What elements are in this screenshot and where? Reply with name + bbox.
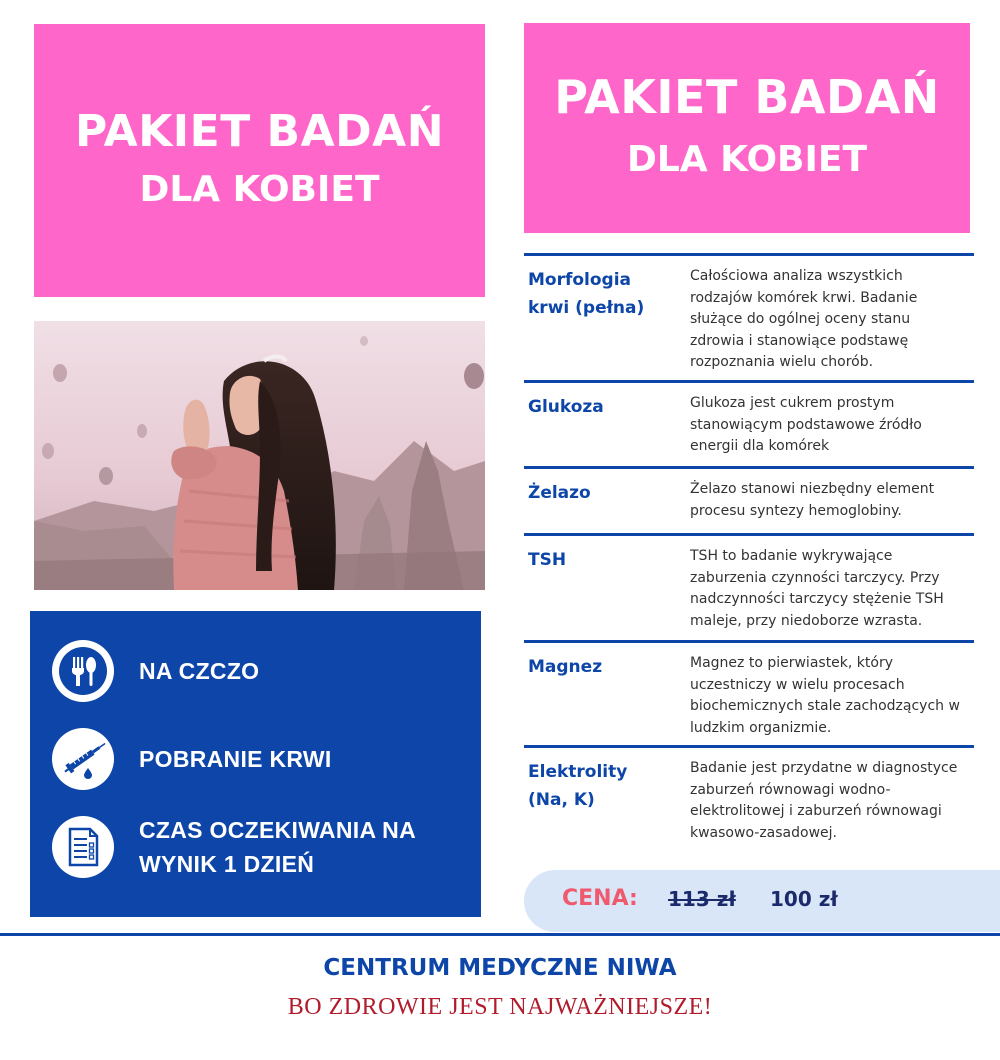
clinic-slogan: BO ZDROWIE JEST NAJWAŻNIEJSZE! [287,994,713,1020]
test-name [528,758,678,814]
test-desc-line: rodzajów komórek krwi. Badanie [690,289,918,306]
left-header-title: PAKIET BADAŃ [74,105,445,157]
price-label: CENA: [562,886,638,911]
price-bar [524,870,1000,932]
test-row-tsh [524,533,974,640]
test-description [690,393,974,458]
test-name-line1: Magnez [528,657,603,677]
info-item-waiting-time-label [139,813,416,881]
test-name-line2: krwi (pełna) [528,298,645,318]
test-description [690,479,974,522]
test-desc-line: Badanie jest przydatne w diagnostyce [690,760,958,776]
left-header-subtitle: DLA KOBIET [139,168,380,210]
test-name-line2: (Na, K) [528,790,595,810]
test-name-line1: TSH [528,550,567,570]
test-desc-line: biochemicznych stale zachodzących w [690,698,960,714]
test-name [528,393,678,421]
test-desc-line: TSH to badanie wykrywające [690,548,893,564]
left-header-banner [34,24,485,297]
test-desc-line: Żelazo stanowi niezbędny element [690,481,935,497]
test-name [528,266,678,322]
test-name [528,546,678,574]
test-description [690,546,974,632]
info-item-blood-draw [30,728,481,790]
woman-photo [34,321,485,590]
test-desc-line: ludzkim organizmie. [690,719,832,736]
test-name [528,479,678,507]
document-icon [52,816,114,878]
test-desc-line: maleje, przy niedoborze wzrasta. [690,612,923,629]
test-description [690,266,974,374]
test-description [690,653,974,739]
test-desc-line: stanowiącym podstawowe źródło [690,416,922,433]
test-name-line1: Glukoza [528,397,604,417]
test-row-glukoza [524,380,974,466]
test-desc-line: rozpoznania wielu chorób. [690,354,874,370]
test-name-line1: Żelazo [528,483,591,503]
right-header-title: PAKIET BADAŃ [554,70,940,125]
old-price: 113 zł [668,887,736,911]
tests-table [524,253,974,855]
test-row-elektrolity [524,745,974,855]
info-item-waiting-time-line1: CZAS OCZEKIWANIA NA [139,817,417,843]
test-desc-line: uczestniczy w wielu procesach [690,676,905,693]
test-desc-line: Magnez to pierwiastek, który [690,655,894,671]
test-desc-line: zdrowia i stanowiące podstawę [690,332,909,349]
info-item-fasting [30,640,481,702]
footer-divider [0,933,1000,936]
test-name-line1: Elektrolity [528,762,628,782]
clinic-name: CENTRUM MEDYCZNE NIWA [323,955,677,981]
syringe-icon [52,728,114,790]
info-item-waiting-time [30,816,481,878]
test-description [690,758,974,844]
new-price: 100 zł [770,887,838,911]
test-desc-line: procesu syntezy hemoglobiny. [690,502,902,519]
test-desc-line: służące do ogólnej oceny stanu [690,311,911,327]
test-desc-line: Całościowa analiza wszystkich [690,268,903,284]
info-item-waiting-time-line2: WYNIK 1 DZIEŃ [139,851,315,877]
test-desc-line: Glukoza jest cukrem prostym [690,395,895,411]
test-desc-line: energii dla komórek [690,438,830,454]
test-desc-line: kwasowo-zasadowej. [690,824,837,841]
test-desc-line: nadczynności tarczycy stężenie TSH [690,591,944,607]
info-panel [30,611,481,917]
test-row-zelazo [524,466,974,533]
test-row-magnez [524,640,974,745]
right-header-subtitle: DLA KOBIET [626,139,868,181]
info-item-blood-draw-label: POBRANIE KRWI [139,746,332,772]
info-item-fasting-label: NA CZCZO [139,658,260,684]
right-header-banner [524,23,970,233]
test-name-line1: Morfologia [528,270,632,290]
test-name [528,653,678,681]
test-desc-line: elektrolitowej i zaburzeń równowagi [690,803,942,819]
cutlery-icon [52,640,114,702]
test-desc-line: zaburzenia czynności tarczycy. Przy [690,569,940,586]
test-row-morfologia [524,253,974,380]
test-desc-line: zaburzeń równowagi wodno- [690,781,891,798]
